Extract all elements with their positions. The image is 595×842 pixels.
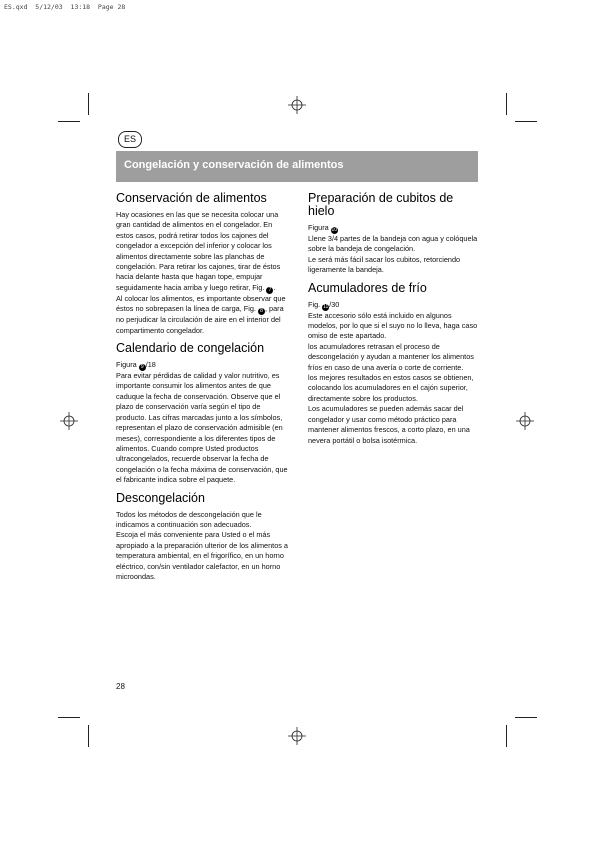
section-calendario bbox=[116, 342, 289, 485]
crop-mark bbox=[506, 725, 507, 747]
figure-number-badge: 7 bbox=[266, 287, 273, 294]
figure-prefix: Figura bbox=[116, 360, 137, 370]
paragraph: los mejores resultados en estos casos se obtienen, colocando los acumuladores en el cajón superior, directamente sobre los productos. bbox=[308, 373, 474, 403]
language-badge: ES bbox=[118, 131, 142, 148]
registration-mark-icon bbox=[288, 96, 306, 114]
figure-number-badge: 10 bbox=[331, 227, 337, 233]
figure-reference bbox=[308, 300, 481, 311]
figure-reference bbox=[308, 223, 481, 234]
section-heading: Calendario de congelación bbox=[116, 341, 265, 356]
paragraph: Llene 3/4 partes de la bandeja con agua y colóquela sobre la bandeja de congelación. bbox=[308, 234, 478, 254]
paragraph: Al colocar los alimentos, es importante observar que éstos no sobrepasen la línea de carga, Fig. 8 , para no perjudicar la circulación de aire en el interior del compartimento congelador. bbox=[116, 293, 286, 335]
figure-number-badge: 8 bbox=[258, 308, 265, 315]
figure-suffix: /30 bbox=[329, 299, 340, 309]
section-banner bbox=[116, 151, 478, 182]
figure-number-badge: 9 bbox=[139, 364, 146, 371]
paragraph-text: Al colocar los alimentos, es importante observar que éstos no sobrepasen la línea de carga, Fig. bbox=[116, 293, 286, 314]
registration-mark-icon bbox=[60, 412, 78, 430]
section-conservacion bbox=[116, 192, 289, 336]
paragraph: Para evitar pérdidas de calidad y valor nutritivo, es importante consumir los alimentos antes de que caduque la fecha de conservación. Observe que el plazo de conservación varía según el tipo de producto. Las cifras marcadas junto a los símbolos, representan el plazo de conservación admisible (en meses), correspondiente a los diferentes tipos de alimentos. Cuando compre Usted productos ultracongelados, recuerde observar la fecha de congelación o la fecha máxima de conservación, que el fabricante indica sobre el paquete. bbox=[116, 371, 288, 485]
paragraph: Le será más fácil sacar los cubitos, retorciendo ligeramente la bandeja. bbox=[308, 254, 461, 275]
banner-title: Congelación y conservación de alimentos bbox=[124, 159, 344, 171]
paragraph: los acumuladores retrasan el proceso de descongelación y ayudan a mantener los alimentos fríos en caso de una avería o corte de corriente. bbox=[308, 341, 474, 372]
registration-mark-icon bbox=[516, 412, 534, 430]
print-slug: ES.qxd 5/12/03 13:18 Page 28 bbox=[4, 3, 126, 11]
crop-mark bbox=[515, 717, 537, 718]
section-heading: Conservación de alimentos bbox=[116, 191, 267, 205]
figure-prefix: Fig. bbox=[308, 299, 321, 309]
paragraph-text: Hay ocasiones en las que se necesita colocar una gran cantidad de alimentos en el congelador. En estos casos, podrá retirar todos los cajones del congelador a excepción del inferior y colocar los alimentos directamente sobre las planchas de congelación. Para retirar los cajones, tirar de éstos hacia delante hasta que hagan tope, empujar seguidamente hacia arriba y luego retirar, Fig. bbox=[116, 210, 281, 292]
paragraph: Hay ocasiones en las que se necesita colocar una gran cantidad de alimentos en el congelador. En estos casos, podrá retirar todos los cajones del congelador a excepción del inferior y colocar los alimentos directamente sobre las planchas de congelación. Para retirar los cajones, tirar de éstos hacia delante hasta que hagan tope, empujar seguidamente hacia arriba y luego retirar, Fig. 7 . bbox=[116, 210, 281, 293]
paragraph: Los acumuladores se pueden además sacar del congelador y usar como método práctico para mantener alimentos frescos, a corto plazo, en una nevera portátil o bolsa isotérmica. bbox=[308, 404, 470, 445]
crop-mark bbox=[88, 93, 89, 115]
crop-mark bbox=[58, 121, 80, 122]
section-descongelacion bbox=[116, 492, 289, 583]
section-cubitos bbox=[308, 192, 481, 276]
registration-mark-icon bbox=[288, 727, 306, 745]
section-heading: Preparación de cubitos de hielo bbox=[308, 191, 454, 218]
paragraph: Todos los métodos de descongelación que le indicamos a continuación son adecuados. bbox=[116, 509, 262, 529]
crop-mark bbox=[88, 725, 89, 747]
right-column bbox=[308, 192, 481, 452]
paragraph: Este accesorio sólo está incluido en algunos modelos, por lo que si el suyo no lo lleva, haga caso omiso de este apartado. bbox=[308, 310, 478, 341]
figure-prefix: Figura bbox=[308, 223, 329, 232]
page-number: 28 bbox=[116, 682, 125, 691]
section-acumuladores bbox=[308, 282, 481, 446]
paragraph-text: para no perjudicar la circulación de aire en el interior del compartimento congelador. bbox=[116, 304, 284, 335]
paragraph: Escoja el más conveniente para Usted o el más apropiado a la preparación ulterior de los alimentos a temperatura ambiental, en el frigorífico, en un horno eléctrico, con/sin ventilador calefactor, en un horno microondas. bbox=[116, 530, 288, 581]
figure-number-badge: 11 bbox=[323, 303, 329, 310]
left-column bbox=[116, 192, 289, 588]
section-heading: Acumuladores de frío bbox=[308, 280, 427, 295]
section-heading: Descongelación bbox=[116, 490, 205, 505]
crop-mark bbox=[506, 93, 507, 115]
figure-reference bbox=[116, 360, 289, 371]
figure-suffix: /18 bbox=[145, 360, 156, 370]
crop-mark bbox=[515, 121, 537, 122]
crop-mark bbox=[58, 717, 80, 718]
